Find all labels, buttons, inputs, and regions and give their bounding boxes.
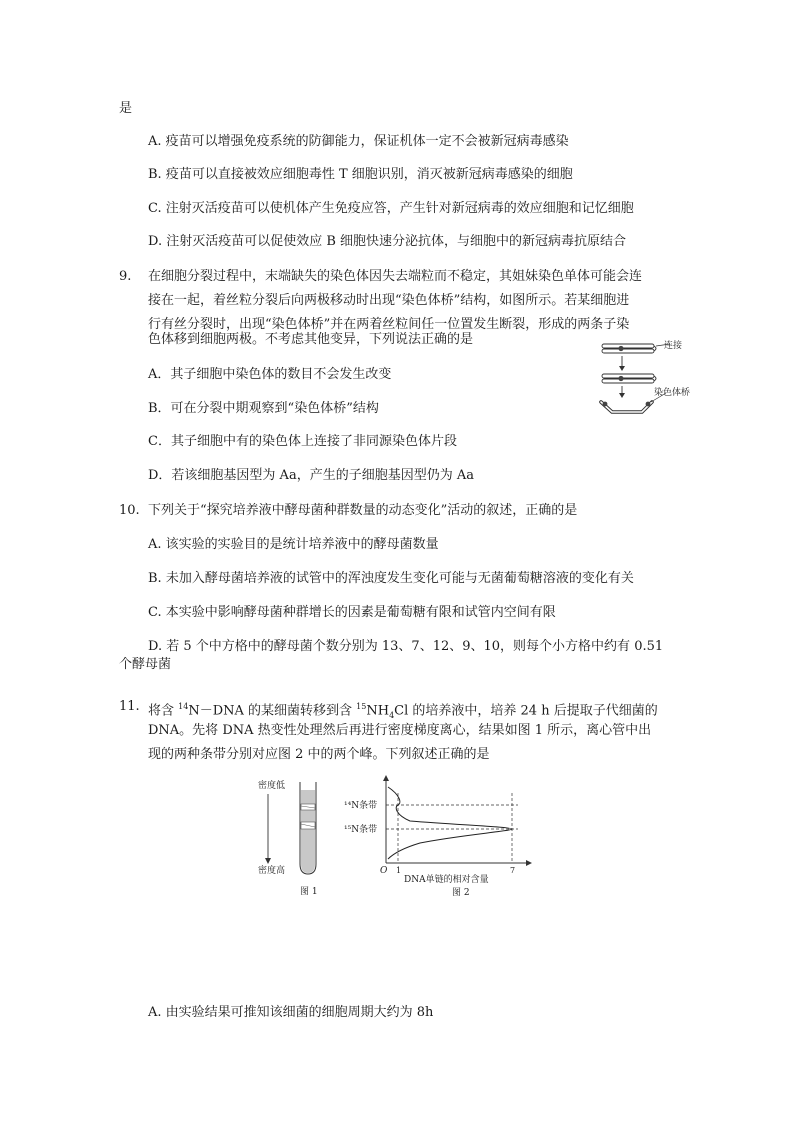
q9-option-c: C．其子细胞中有的染色体上连接了非同源染色体片段: [148, 434, 457, 449]
q11-stem-line-1: 将含 $^{14}$N－DNA 的某细菌转移到含 $^{15}NH_4Cl$ 的培养液中，培养 24 h 后提取子代细菌的: [148, 702, 658, 720]
figure-1-caption: 图 1: [300, 887, 318, 897]
q10-stem: 下列关于“探究培养液中酵母菌种群数量的动态变化”活动的叙述，正确的是: [148, 503, 578, 518]
q9-option-a: A．其子细胞中染色体的数目不会发生改变: [148, 367, 392, 382]
q9-stem-line-1: 在细胞分裂过程中，末端缺失的染色体因失去端粒而不稳定，其姐妹染色单体可能会连: [148, 269, 643, 284]
q8-option-b: B. 疫苗可以直接被效应细胞毒性 T 细胞识别，消灭被新冠病毒感染的细胞: [148, 167, 573, 182]
bridge-label: 染色体桥: [654, 388, 691, 398]
q10-number: 10.: [119, 503, 140, 518]
q9-option-d: D．若该细胞基因型为 Aa，产生的子细胞基因型仍为 Aa: [148, 468, 474, 483]
tick-7-label: 7: [510, 866, 516, 875]
tube-liquid: [301, 790, 315, 873]
q10-option-a: A. 该实验的实验目的是统计培养液中的酵母菌数量: [148, 537, 439, 552]
q9-stem-line-4: 色体移到细胞两极。不考虑其他变异，下列说法正确的是: [148, 332, 474, 347]
density-low-label: 密度低: [258, 781, 286, 791]
q10-option-d-continuation: 个酵母菌: [119, 657, 172, 672]
origin-label: O: [380, 866, 388, 876]
q9-stem-line-2: 接在一起，着丝粒分裂后向两极移动时出现“染色体桥”结构，如图所示。若某细胞进: [148, 293, 630, 308]
q9-stem-line-3: 行有丝分裂时，出现“染色体桥”并在两着丝粒间任一位置发生断裂，形成的两条子染: [148, 317, 630, 332]
connected-chromatids: [602, 344, 670, 353]
q10-option-c: C. 本实验中影响酵母菌种群增长的因素是葡萄糖有限和试管内空间有限: [148, 605, 556, 620]
q10-option-b: B. 未加入酵母菌培养液的试管中的浑浊度发生变化可能与无菌葡萄糖溶液的变化有关: [148, 571, 634, 586]
q8-option-c: C. 注射灭活疫苗可以使机体产生免疫应答，产生针对新冠病毒的效应细胞和记忆细胞: [148, 201, 634, 216]
q9-number: 9.: [119, 269, 132, 284]
question-8-stem-tail: 是: [119, 101, 133, 116]
x-axis-label: DNA单链的相对含量: [404, 875, 489, 885]
chromosome-bridge-figure: [596, 338, 706, 418]
figure-2-graph: [340, 773, 540, 903]
q8-option-a: A. 疫苗可以增强免疫系统的防御能力，保证机体一定不会被新冠病毒感染: [148, 134, 569, 149]
q11-stem-line-3: 现的两种条带分别对应图 2 中的两个峰。下列叙述正确的是: [148, 747, 490, 762]
tick-1-label: 1: [396, 866, 402, 875]
q11-option-a: A. 由实验结果可推知该细菌的细胞周期大约为 8h: [148, 1005, 434, 1020]
middle-chromatids: [602, 374, 656, 383]
figure-2-caption: 图 2: [452, 888, 470, 898]
band-14n-label: ¹⁴N条带: [344, 801, 378, 811]
band-15n-label: ¹⁵N条带: [344, 825, 378, 835]
connect-label: 连接: [664, 341, 683, 351]
q9-option-b: B．可在分裂中期观察到“染色体桥”结构: [148, 401, 379, 416]
q11-stem-line-2: DNA。先将 DNA 热变性处理然后再进行密度梯度离心，结果如图 1 所示，离心管中出: [148, 723, 652, 738]
q8-option-d: D. 注射灭活疫苗可以促使效应 B 细胞快速分泌抗体，与细胞中的新冠病毒抗原结合: [148, 234, 627, 249]
density-curve: [388, 787, 512, 859]
q10-option-d: D. 若 5 个中方格中的酵母菌个数分别为 13、7、12、9、10，则每个小方格中约有 0.51: [148, 639, 664, 654]
q11-number: 11.: [119, 699, 140, 714]
figure-1-centrifuge-tube: [252, 776, 332, 901]
density-high-label: 密度高: [258, 866, 286, 876]
